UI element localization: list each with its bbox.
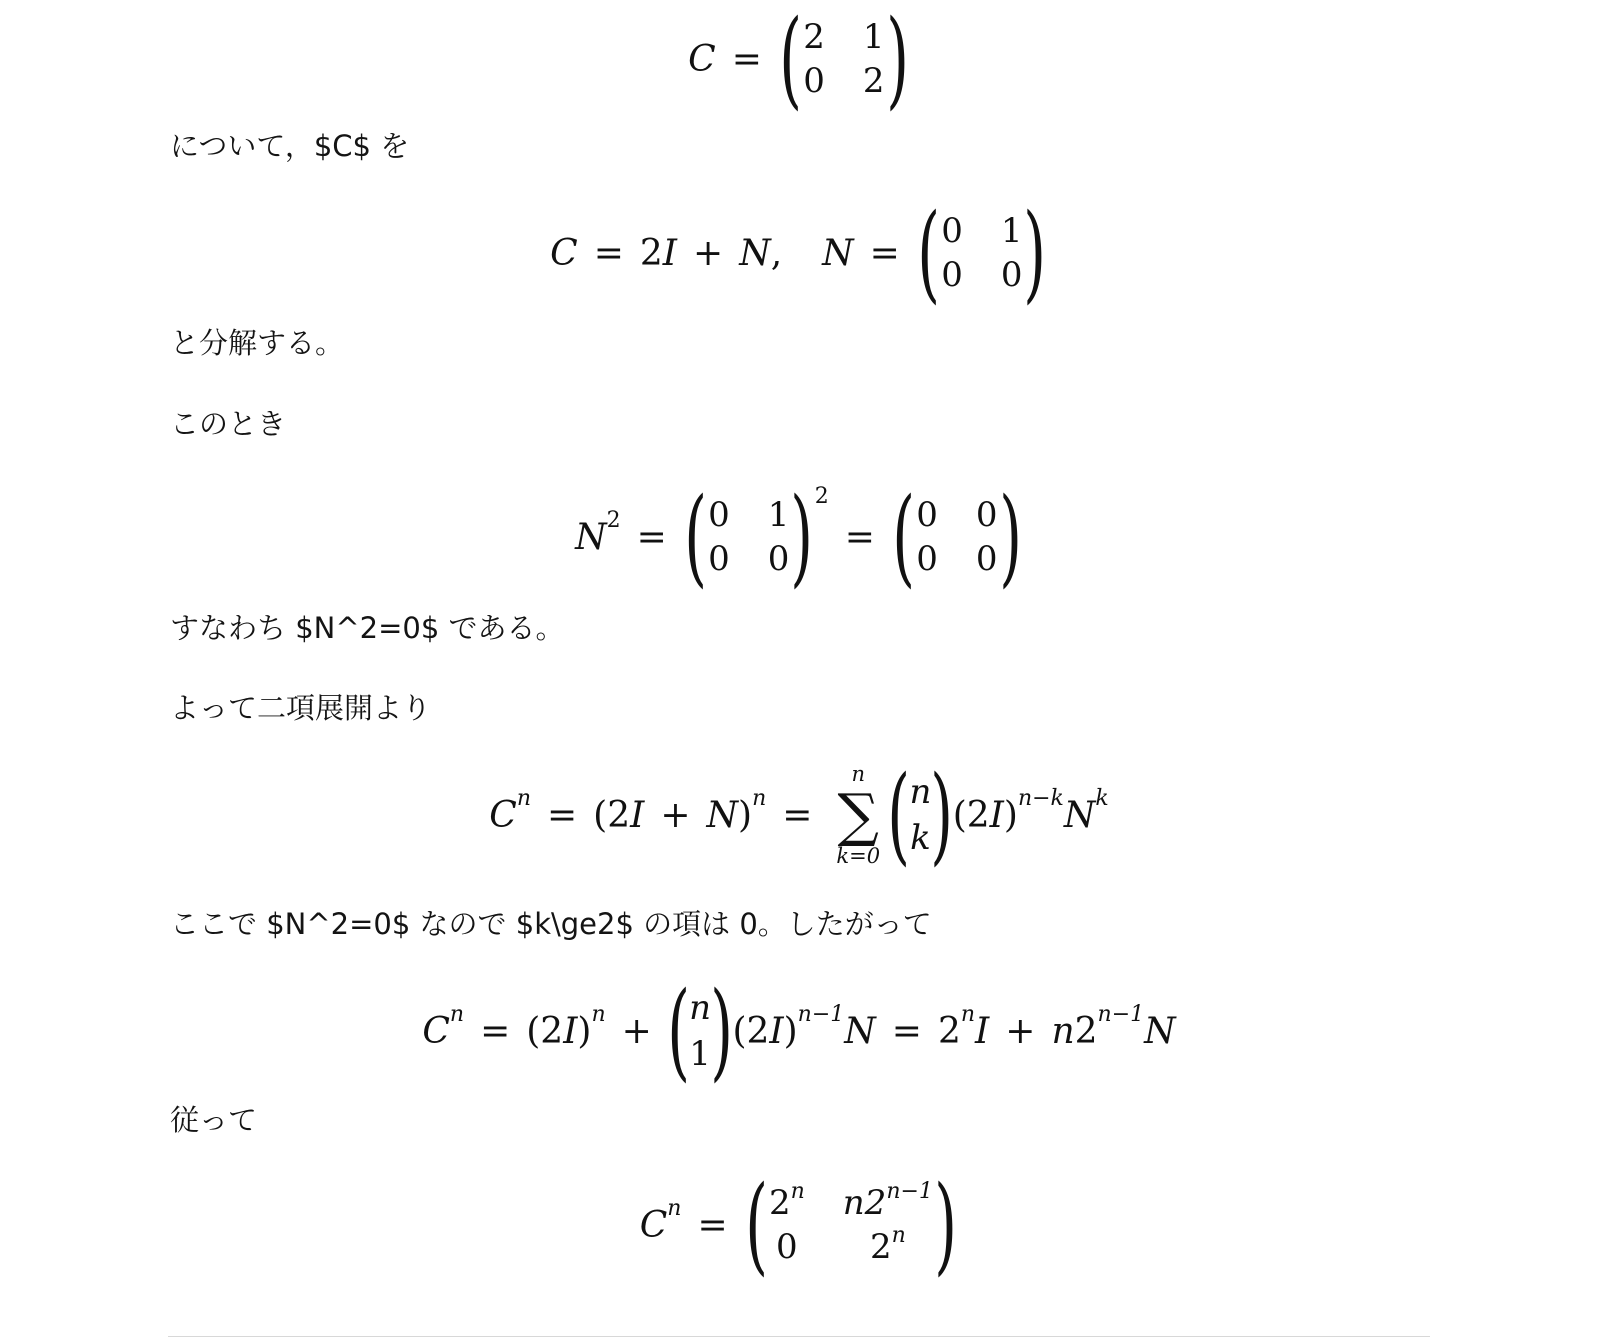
paragraph-3: このとき bbox=[170, 407, 287, 441]
paragraph-5: よって二項展開より bbox=[170, 691, 432, 725]
bottom-divider bbox=[168, 1336, 1430, 1337]
equation-binomial-expansion: C $^n$ = ( 2 I + N ) $^n$ = n ∑ k=0 ( n k ) ( 2 I ) $^{n-k}$ N $^k$ bbox=[489, 753, 1109, 876]
matrix-c: ( 2 1 0 2 ) bbox=[779, 0, 909, 120]
paragraph-4: すなわち $N^2=0$ である。 bbox=[170, 611, 565, 645]
binomial-coefficient: ( n k ) bbox=[887, 753, 954, 876]
binomial-n-1: ( n 1 ) bbox=[667, 969, 734, 1092]
matrix-n: ( 0 1 0 0 ) bbox=[917, 191, 1047, 314]
equation-n-squared: N $^2$ = ( 0 1 0 0 ) $^2$ = ( 0 0 0 0 ) bbox=[575, 475, 1022, 598]
equation-decomposition: C = 2 I + N , N = ( 0 1 0 0 ) bbox=[550, 191, 1047, 314]
symbol-c: C bbox=[688, 38, 716, 80]
equals-sign: = bbox=[731, 38, 762, 80]
equation-cn-simplified: C $^n$ = ( 2 I ) $^n$ + ( n 1 ) ( 2 I ) $^{n-1}$ N = 2 $^n$ I + n 2 $^{n-1}$ N bbox=[422, 969, 1176, 1092]
paragraph-1: について，$C$ を bbox=[170, 129, 410, 163]
matrix-n-squared: ( 0 1 0 0 ) bbox=[684, 475, 814, 598]
paragraph-2: と分解する。 bbox=[170, 326, 345, 360]
matrix-zero: ( 0 0 0 0 ) bbox=[892, 475, 1022, 598]
paragraph-7: 従って bbox=[170, 1103, 258, 1137]
summation: n ∑ k=0 bbox=[836, 762, 881, 868]
matrix-cn: ( 2$^n$ $n2^{n-1}$ 0 2$^n$ ) bbox=[744, 1163, 957, 1286]
paragraph-6: ここで $N^2=0$ なので $k\ge2$ の項は 0。したがって bbox=[170, 907, 932, 941]
equation-cn-matrix: C $^n$ = ( 2$^n$ $n2^{n-1}$ 0 2$^n$ ) bbox=[639, 1163, 957, 1286]
equation-c-matrix bbox=[0, 0, 1598, 120]
